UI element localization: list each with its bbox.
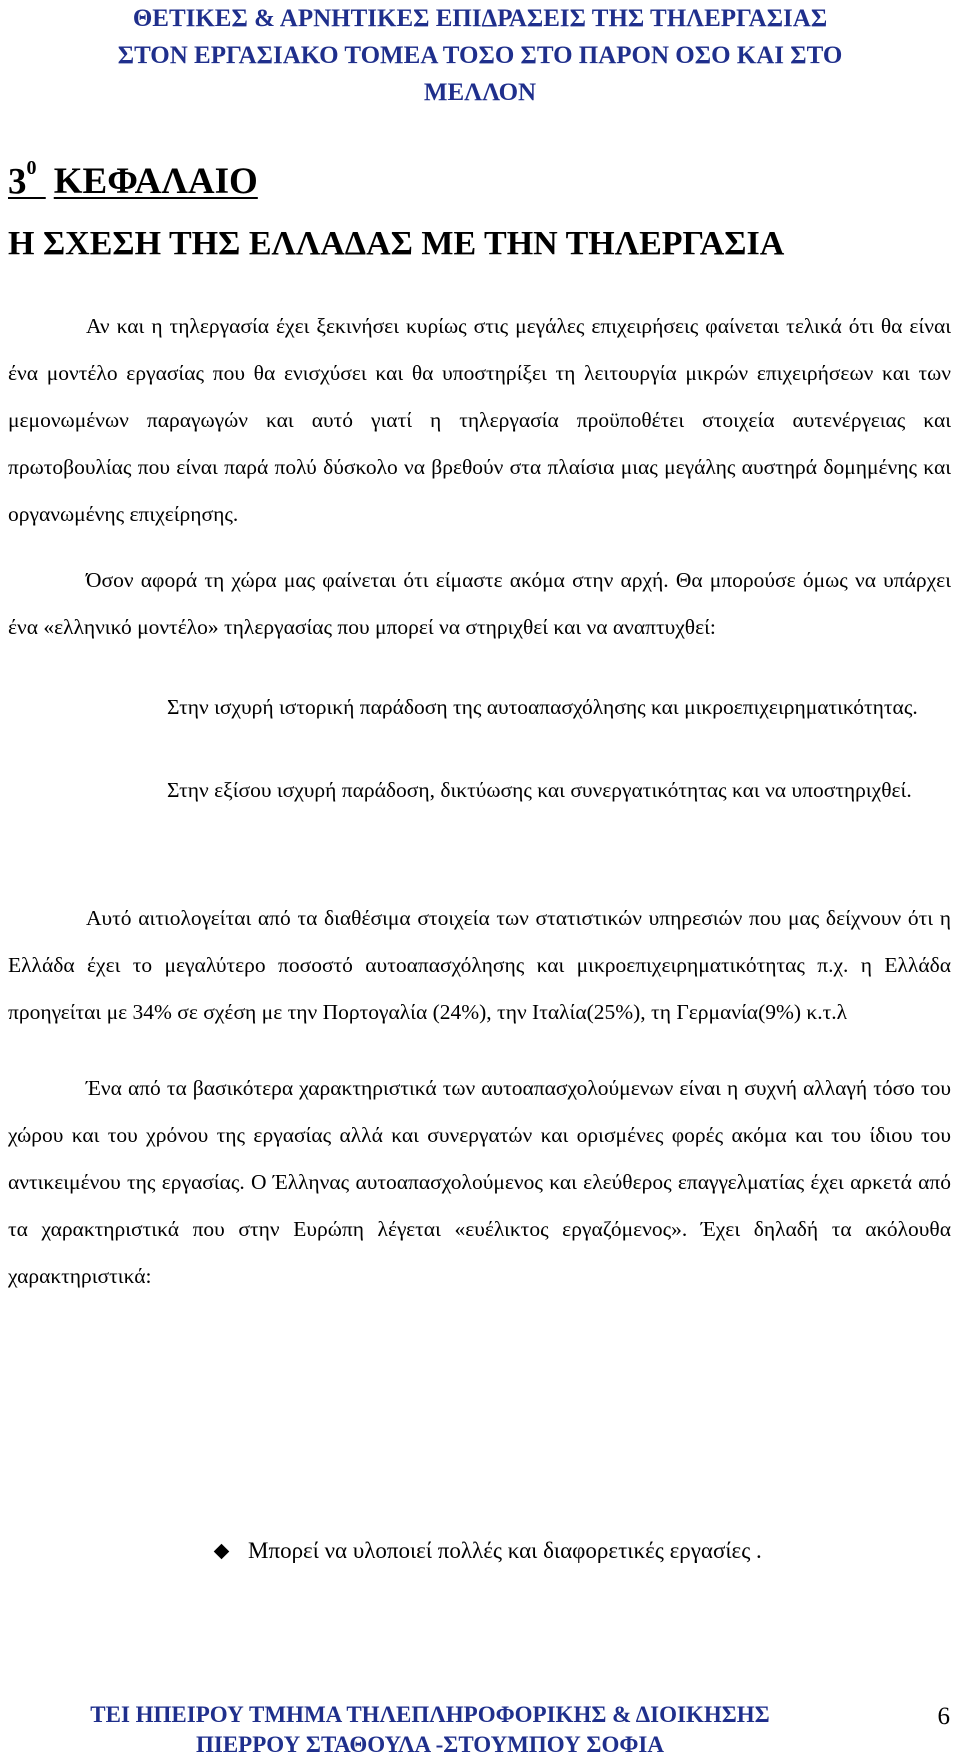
diamond-bullet-icon bbox=[214, 1544, 230, 1560]
paragraph-4: Ένα από τα βασικότερα χαρακτηριστικά των αυτοαπασχολούμενων είναι η συχνή αλλαγή τόσο του χώρου και του χρόνου της εργασίας αλλά και συνεργατών και ορισμένες φορές ακόμα και του ίδιου του αντικειμένου της εργασίας. Ο Έλληνας αυτοαπασχολούμενος και ελεύθερος επαγγελματίας έχει αρκετά από τα χαρακτηριστικά που στην Ευρώπη λέγεται «ευέλικτος εργαζόμενος». Έχει δηλαδή τα ακόλουθα χαρακτηριστικά: bbox=[8, 1076, 951, 1288]
header-line-3: ΜΕΛΛΟΝ bbox=[423, 79, 537, 106]
paragraph-3: Αυτό αιτιολογείται από τα διαθέσιμα στοιχεία των στατιστικών υπηρεσιών που μας δείχνουν ότι η Ελλάδα έχει το μεγαλύτερο ποσοστό αυτοαπασχόλησης και μικροεπιχειρηματικότητας π.χ. η Ελλάδα προηγείται με 34% σε σχέση με την Πορτογαλία (24%), την Ιταλία(25%), τη Γερμανία(9%) κ.τ.λ bbox=[8, 906, 951, 1024]
chapter-heading bbox=[8, 152, 258, 204]
footer-line-1: ΤΕΙ ΗΠΕΙΡΟΥ ΤΜΗΜΑ ΤΗΛΕΠΛΗΡΟΦΟΡΙΚΗΣ & ΔΙΟΙΚΗΣΗΣ bbox=[90, 1702, 770, 1727]
header-line-2: ΣΤΟΝ ΕΡΓΑΣΙΑΚΟ ΤΟΜΕΑ ΤΟΣΟ ΣΤΟ ΠΑΡΟΝ ΟΣΟ ΚΑΙ ΣΤΟ bbox=[117, 42, 843, 69]
list-item: Στην εξίσου ισχυρή παράδοση, δικτύωσης και συνεργατικότητας και να υποστηριχθεί. bbox=[167, 778, 912, 802]
header-line-1: ΘΕΤΙΚΕΣ & ΑΡΝΗΤΙΚΕΣ ΕΠΙΔΡΑΣΕΙΣ ΤΗΣ ΤΗΛΕΡΓΑΣΙΑΣ bbox=[132, 5, 828, 32]
page-number: 6 bbox=[937, 1703, 950, 1730]
document-header bbox=[0, 0, 960, 111]
list-item: Στην ισχυρή ιστορική παράδοση της αυτοαπασχόλησης και μικροεπιχειρηματικότητας. bbox=[167, 695, 918, 719]
paragraph-1: Αν και η τηλεργασία έχει ξεκινήσει κυρίως στις μεγάλες επιχειρήσεις φαίνεται τελικά ότι θα είναι ένα μοντέλο εργασίας που θα ενισχύσει και θα υποστηρίξει τη λειτουργία μικρών επιχειρήσεων και των μεμονωμένων παραγωγών και αυτό γιατί η τηλεργασία προϋποθέτει στοιχεία αυτενέργειας και πρωτοβουλίας που είναι παρά πολύ δύσκολο να βρεθούν στα πλαίσια μιας μεγάλης αυστηρά δομημένης και οργανωμένης επιχείρησης. bbox=[8, 314, 951, 526]
bullet-item: Μπορεί να υλοποιεί πολλές και διαφορετικές εργασίες . bbox=[248, 1538, 762, 1563]
document-footer bbox=[0, 1700, 860, 1760]
footer-line-2: ΠΙΕΡΡΟΥ ΣΤΑΘΟΥΛΑ -ΣΤΟΥΜΠΟΥ ΣΟΦΙΑ bbox=[196, 1732, 664, 1757]
section-title: Η ΣΧΕΣΗ ΤΗΣ ΕΛΛΑΔΑΣ ΜΕ ΤΗΝ ΤΗΛΕΡΓΑΣΙΑ bbox=[8, 225, 785, 262]
chapter-title: ΚΕΦΑΛΑΙΟ bbox=[53, 161, 258, 203]
chapter-superscript: 0 bbox=[26, 157, 37, 179]
paragraph-2: Όσον αφορά τη χώρα μας φαίνεται ότι είμαστε ακόμα στην αρχή. Θα μπορούσε όμως να υπάρχει ένα «ελληνικό μοντέλο» τηλεργασίας που μπορεί να στηριχθεί και να αναπτυχθεί: bbox=[8, 568, 951, 639]
chapter-number: 3 bbox=[8, 161, 27, 203]
